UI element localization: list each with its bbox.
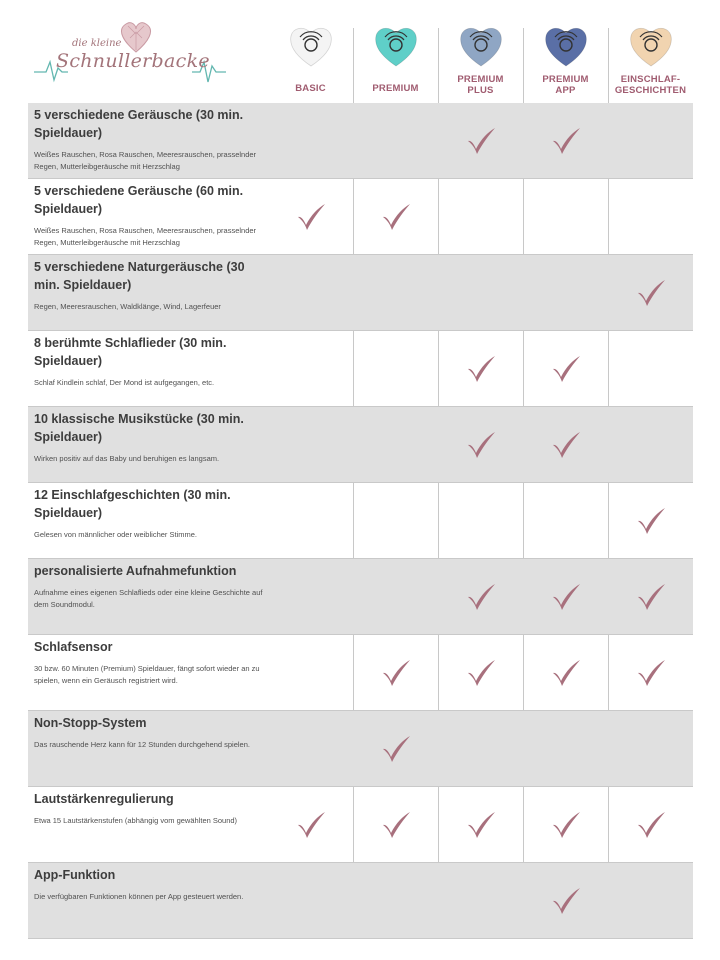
check-icon (465, 355, 497, 383)
check-icon (465, 583, 497, 611)
feature-cell-basic (268, 559, 353, 634)
feature-cell-einschlaf-geschichten (608, 103, 693, 178)
feature-cell-premium-app (523, 787, 608, 862)
brand-name: Schnullerbacke (56, 50, 210, 72)
feature-cell-premium-plus (438, 559, 523, 634)
feature-cell-basic (268, 635, 353, 710)
feature-description: 30 bzw. 60 Minuten (Premium) Spieldauer, fängt sofort wieder an zu spielen, wenn ein Geräusch registriert wird. (34, 664, 260, 685)
column-label: PREMIUM APP (542, 74, 589, 96)
feature-description: Das rauschende Herz kann für 12 Stunden durchgehend spielen. (34, 740, 250, 749)
feature-row (28, 179, 693, 255)
heart-product-icon (458, 24, 504, 73)
feature-row (28, 483, 693, 559)
feature-title: Lautstärkenregulierung (34, 792, 174, 806)
feature-title: 5 verschiedene Geräusche (60 min. Spieldauer) (34, 184, 244, 216)
check-icon (465, 431, 497, 459)
feature-cell-einschlaf-geschichten (608, 635, 693, 710)
feature-description: Weißes Rauschen, Rosa Rauschen, Meeresrauschen, prasselnder Regen, Mutterleibgeräusche mit Herzschlag (34, 150, 257, 171)
check-icon (550, 355, 582, 383)
feature-cell-basic (268, 331, 353, 406)
feature-cell-premium (353, 179, 438, 254)
feature-cell-premium-app (523, 635, 608, 710)
check-icon (295, 811, 327, 839)
feature-cell-premium (353, 787, 438, 862)
feature-cell-premium-plus (438, 483, 523, 558)
feature-cell-premium-plus (438, 407, 523, 482)
feature-title: 10 klassische Musikstücke (30 min. Spieldauer) (34, 412, 244, 444)
check-icon (550, 811, 582, 839)
check-icon (380, 735, 412, 763)
feature-cell-einschlaf-geschichten (608, 255, 693, 330)
feature-title: 5 verschiedene Naturgeräusche (30 min. Spieldauer) (34, 260, 245, 292)
feature-cell-premium-app (523, 103, 608, 178)
feature-cell-premium (353, 407, 438, 482)
feature-row (28, 711, 693, 787)
feature-cell-premium (353, 483, 438, 558)
feature-title: Schlafsensor (34, 640, 113, 654)
feature-cell-premium-app (523, 863, 608, 938)
feature-cell-premium-plus (438, 787, 523, 862)
feature-description: Wirken positiv auf das Baby und beruhigen es langsam. (34, 454, 220, 463)
feature-cell-basic (268, 103, 353, 178)
feature-description: Etwa 15 Lautstärkenstufen (abhängig vom gewählten Sound) (34, 816, 238, 825)
feature-cell-premium-plus (438, 331, 523, 406)
feature-cell-einschlaf-geschichten (608, 863, 693, 938)
check-icon (380, 811, 412, 839)
brand-logo (32, 20, 227, 102)
check-icon (635, 583, 667, 611)
feature-cell-premium-app (523, 483, 608, 558)
feature-description: Aufnahme eines eigenen Schlaflieds oder eine kleine Geschichte auf dem Soundmodul. (34, 588, 263, 609)
heart-product-icon (628, 24, 674, 73)
feature-cell-premium-plus (438, 863, 523, 938)
feature-row (28, 635, 693, 711)
feature-cell-einschlaf-geschichten (608, 483, 693, 558)
heart-product-icon (288, 24, 334, 73)
feature-title: 12 Einschlafgeschichten (30 min. Spieldauer) (34, 488, 231, 520)
feature-cell-basic (268, 255, 353, 330)
heart-product-icon (373, 24, 419, 73)
feature-cell-premium-app (523, 331, 608, 406)
feature-title: 8 berühmte Schlaflieder (30 min. Spieldauer) (34, 336, 227, 368)
check-icon (380, 659, 412, 687)
column-label: BASIC (295, 83, 326, 94)
feature-row (28, 863, 693, 939)
feature-cell-einschlaf-geschichten (608, 331, 693, 406)
feature-row (28, 331, 693, 407)
check-icon (465, 127, 497, 155)
feature-cell-premium-app (523, 559, 608, 634)
feature-description: Gelesen von männlicher oder weiblicher Stimme. (34, 530, 197, 539)
feature-cell-premium (353, 255, 438, 330)
feature-row (28, 103, 693, 179)
feature-description: Schlaf Kindlein schlaf, Der Mond ist aufgegangen, etc. (34, 378, 215, 387)
column-header-premium-plus (438, 22, 523, 102)
feature-row (28, 255, 693, 331)
feature-description: Regen, Meeresrauschen, Waldklänge, Wind, Lagerfeuer (34, 302, 221, 311)
feature-cell-premium-plus (438, 179, 523, 254)
feature-cell-premium (353, 635, 438, 710)
feature-title: Non-Stopp-System (34, 716, 147, 730)
check-icon (635, 507, 667, 535)
feature-cell-einschlaf-geschichten (608, 407, 693, 482)
column-label: EINSCHLAF- GESCHICHTEN (614, 74, 687, 96)
feature-cell-einschlaf-geschichten (608, 179, 693, 254)
check-icon (635, 659, 667, 687)
feature-cell-einschlaf-geschichten (608, 787, 693, 862)
header (0, 0, 720, 103)
column-header-premium (353, 22, 438, 102)
feature-cell-premium-plus (438, 255, 523, 330)
feature-row (28, 407, 693, 483)
check-icon (635, 811, 667, 839)
feature-description: Weißes Rauschen, Rosa Rauschen, Meeresrauschen, prasselnder Regen, Mutterleibgeräusche mit Herzschlag (34, 226, 257, 247)
feature-cell-premium (353, 711, 438, 786)
check-icon (550, 127, 582, 155)
heart-product-icon (543, 24, 589, 73)
feature-cell-premium-plus (438, 711, 523, 786)
feature-cell-einschlaf-geschichten (608, 711, 693, 786)
check-icon (635, 279, 667, 307)
feature-row (28, 559, 693, 635)
feature-cell-premium-app (523, 255, 608, 330)
feature-cell-basic (268, 407, 353, 482)
check-icon (465, 811, 497, 839)
feature-cell-basic (268, 179, 353, 254)
column-label: PREMIUM PLUS (457, 74, 504, 96)
column-header-premium-app (523, 22, 608, 102)
feature-cell-premium (353, 863, 438, 938)
column-header-einschlaf-geschichten (608, 22, 693, 102)
feature-cell-basic (268, 863, 353, 938)
brand-small-text: die kleine (72, 38, 122, 49)
feature-cell-premium-app (523, 179, 608, 254)
check-icon (550, 659, 582, 687)
feature-cell-premium-app (523, 407, 608, 482)
feature-title: personalisierte Aufnahmefunktion (34, 564, 237, 578)
feature-cell-einschlaf-geschichten (608, 559, 693, 634)
feature-cell-premium-app (523, 711, 608, 786)
column-label: PREMIUM (372, 83, 419, 94)
column-header-basic (268, 22, 353, 102)
check-icon (380, 203, 412, 231)
feature-cell-premium (353, 331, 438, 406)
feature-title: App-Funktion (34, 868, 116, 882)
check-icon (465, 659, 497, 687)
feature-cell-premium-plus (438, 635, 523, 710)
feature-cell-premium (353, 103, 438, 178)
feature-cell-premium-plus (438, 103, 523, 178)
feature-row (28, 787, 693, 863)
check-icon (550, 431, 582, 459)
feature-cell-premium (353, 559, 438, 634)
feature-cell-basic (268, 787, 353, 862)
check-icon (295, 203, 327, 231)
feature-title: 5 verschiedene Geräusche (30 min. Spieldauer) (34, 108, 244, 140)
check-icon (550, 887, 582, 915)
feature-cell-basic (268, 711, 353, 786)
feature-description: Die verfügbaren Funktionen können per App gesteuert werden. (34, 892, 244, 901)
feature-cell-basic (268, 483, 353, 558)
check-icon (550, 583, 582, 611)
